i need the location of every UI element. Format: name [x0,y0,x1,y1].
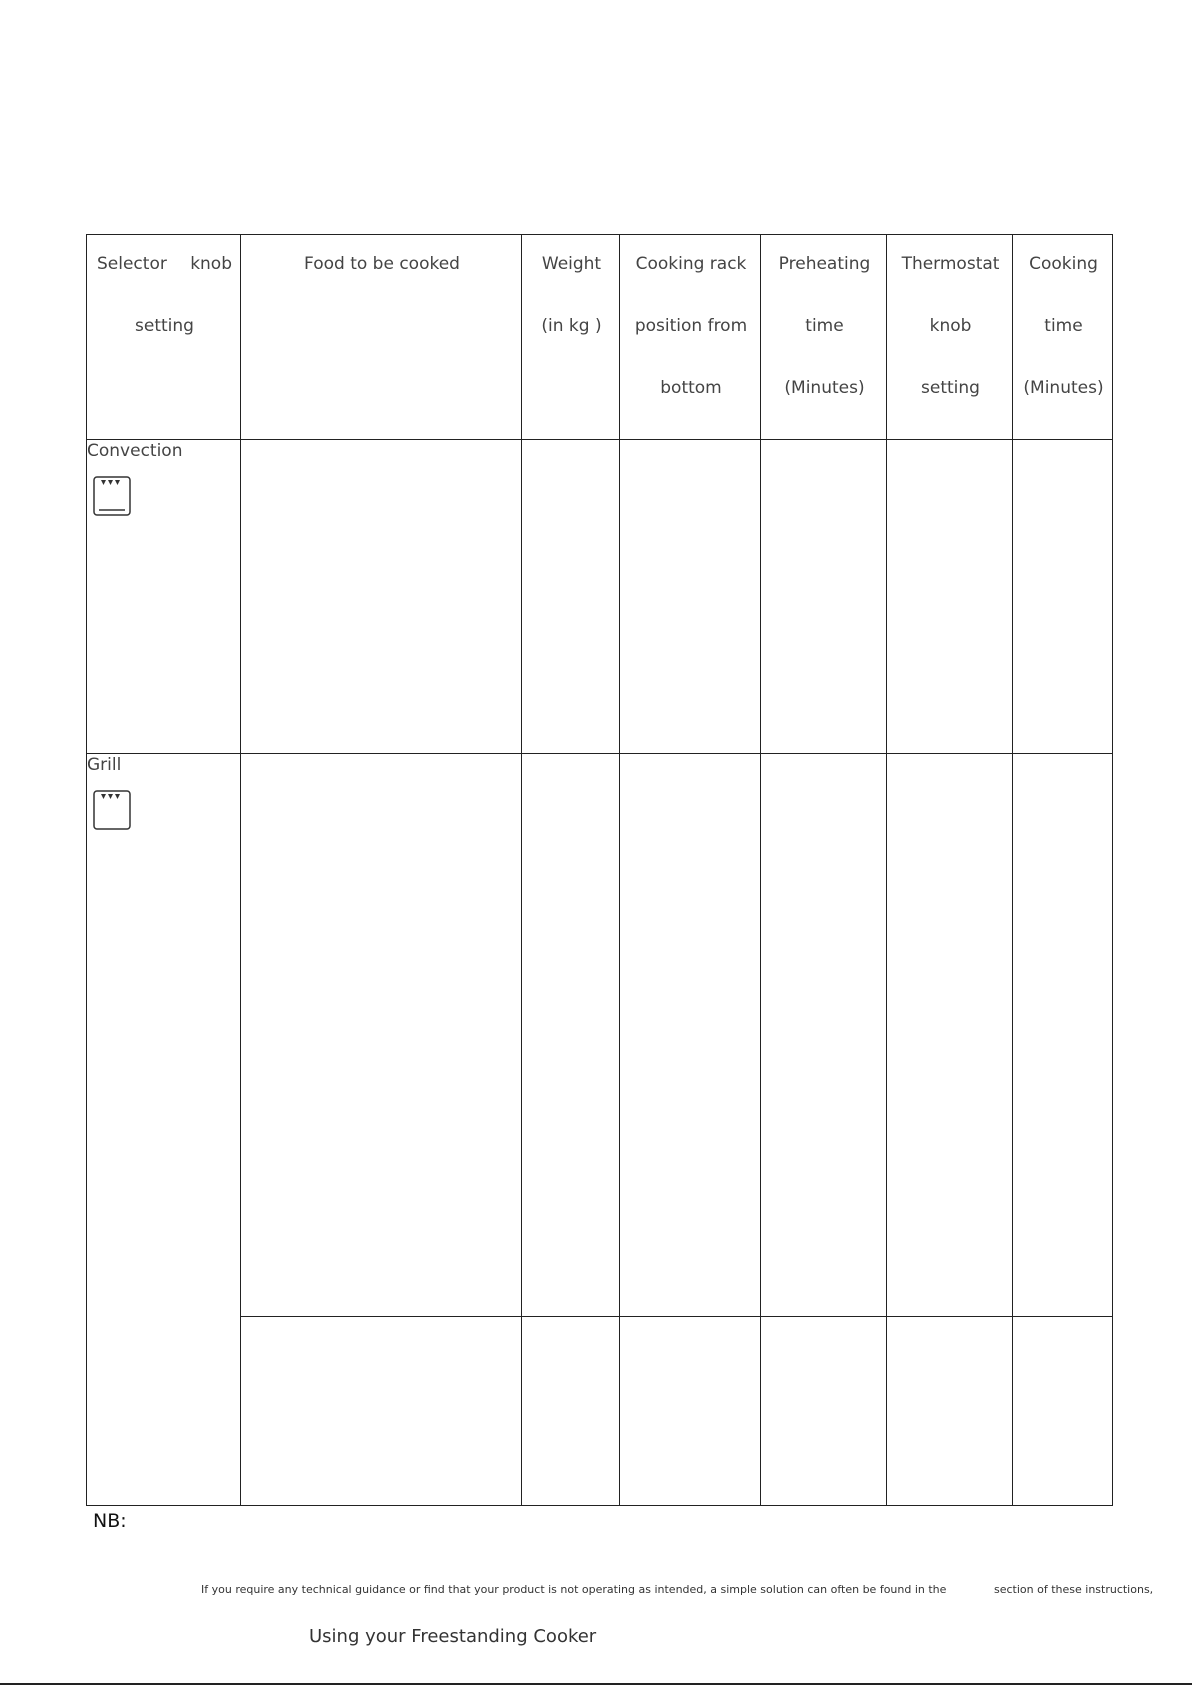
header-selector-knob-setting [87,235,241,440]
footer-guidance-text: If you require any technical guidance or find that your product is not operating as intended, a simple solution can often be found in the [201,1583,947,1596]
header-rack-line2: position from [634,316,748,336]
header-rack-line3: bottom [660,378,722,398]
preheat-cell [761,1317,887,1506]
header-thermostat-setting [887,235,1013,440]
footer-section-title: Using your Freestanding Cooker [309,1626,597,1647]
rack-cell [620,440,761,754]
weight-cell [522,1317,620,1506]
header-food [241,235,522,440]
header-thermostat-line1: Thermostat [901,254,1000,274]
oven-grill-icon [93,790,131,830]
header-cooking-line3: (Minutes) [1023,378,1104,398]
thermostat-cell [887,440,1013,754]
thermostat-cell [887,1317,1013,1506]
mode-cell-convection [87,440,241,754]
weight-cell [522,754,620,1317]
header-rack-line1: Cooking rack [635,254,747,274]
rack-cell [620,754,761,1317]
header-preheat-line3: (Minutes) [784,378,865,398]
header-rack-position [620,235,761,440]
header-preheat-line2: time [805,316,844,336]
food-cell [241,1317,522,1506]
table-row [87,754,1113,1317]
cooking-time-cell [1013,1317,1113,1506]
header-row [87,235,1113,440]
mode-label: Grill [87,755,122,775]
mode-label: Convection [87,441,183,461]
header-weight [522,235,620,440]
header-weight-line2: (in kg ) [541,316,602,336]
food-cell [241,754,522,1317]
cooking-time-cell [1013,754,1113,1317]
header-preheating-time [761,235,887,440]
header-preheat-line1: Preheating [778,254,871,274]
cooking-time-cell [1013,440,1113,754]
header-weight-line1: Weight [541,254,602,274]
thermostat-cell [887,754,1013,1317]
rack-cell [620,1317,761,1506]
table-row [87,1317,1113,1506]
header-knob-word: knob [190,254,232,274]
header-cooking-line1: Cooking [1029,254,1098,274]
mode-cell-grill [87,754,241,1506]
cooking-chart-table [86,234,1113,1506]
weight-cell [522,440,620,754]
preheat-cell [761,754,887,1317]
header-cooking-time [1013,235,1113,440]
footer-guidance-tail: section of these instructions, [994,1583,1154,1596]
header-selector-word: Selector [97,254,167,274]
header-food-label: Food to be cooked [304,254,460,274]
header-thermostat-line3: setting [921,378,980,398]
food-cell [241,440,522,754]
header-cooking-line2: time [1044,316,1083,336]
nb-label: NB: [93,1510,127,1532]
preheat-cell [761,440,887,754]
oven-convection-icon [93,476,131,516]
header-setting-word: setting [135,316,194,336]
table-row [87,440,1113,754]
header-thermostat-line2: knob [929,316,972,336]
